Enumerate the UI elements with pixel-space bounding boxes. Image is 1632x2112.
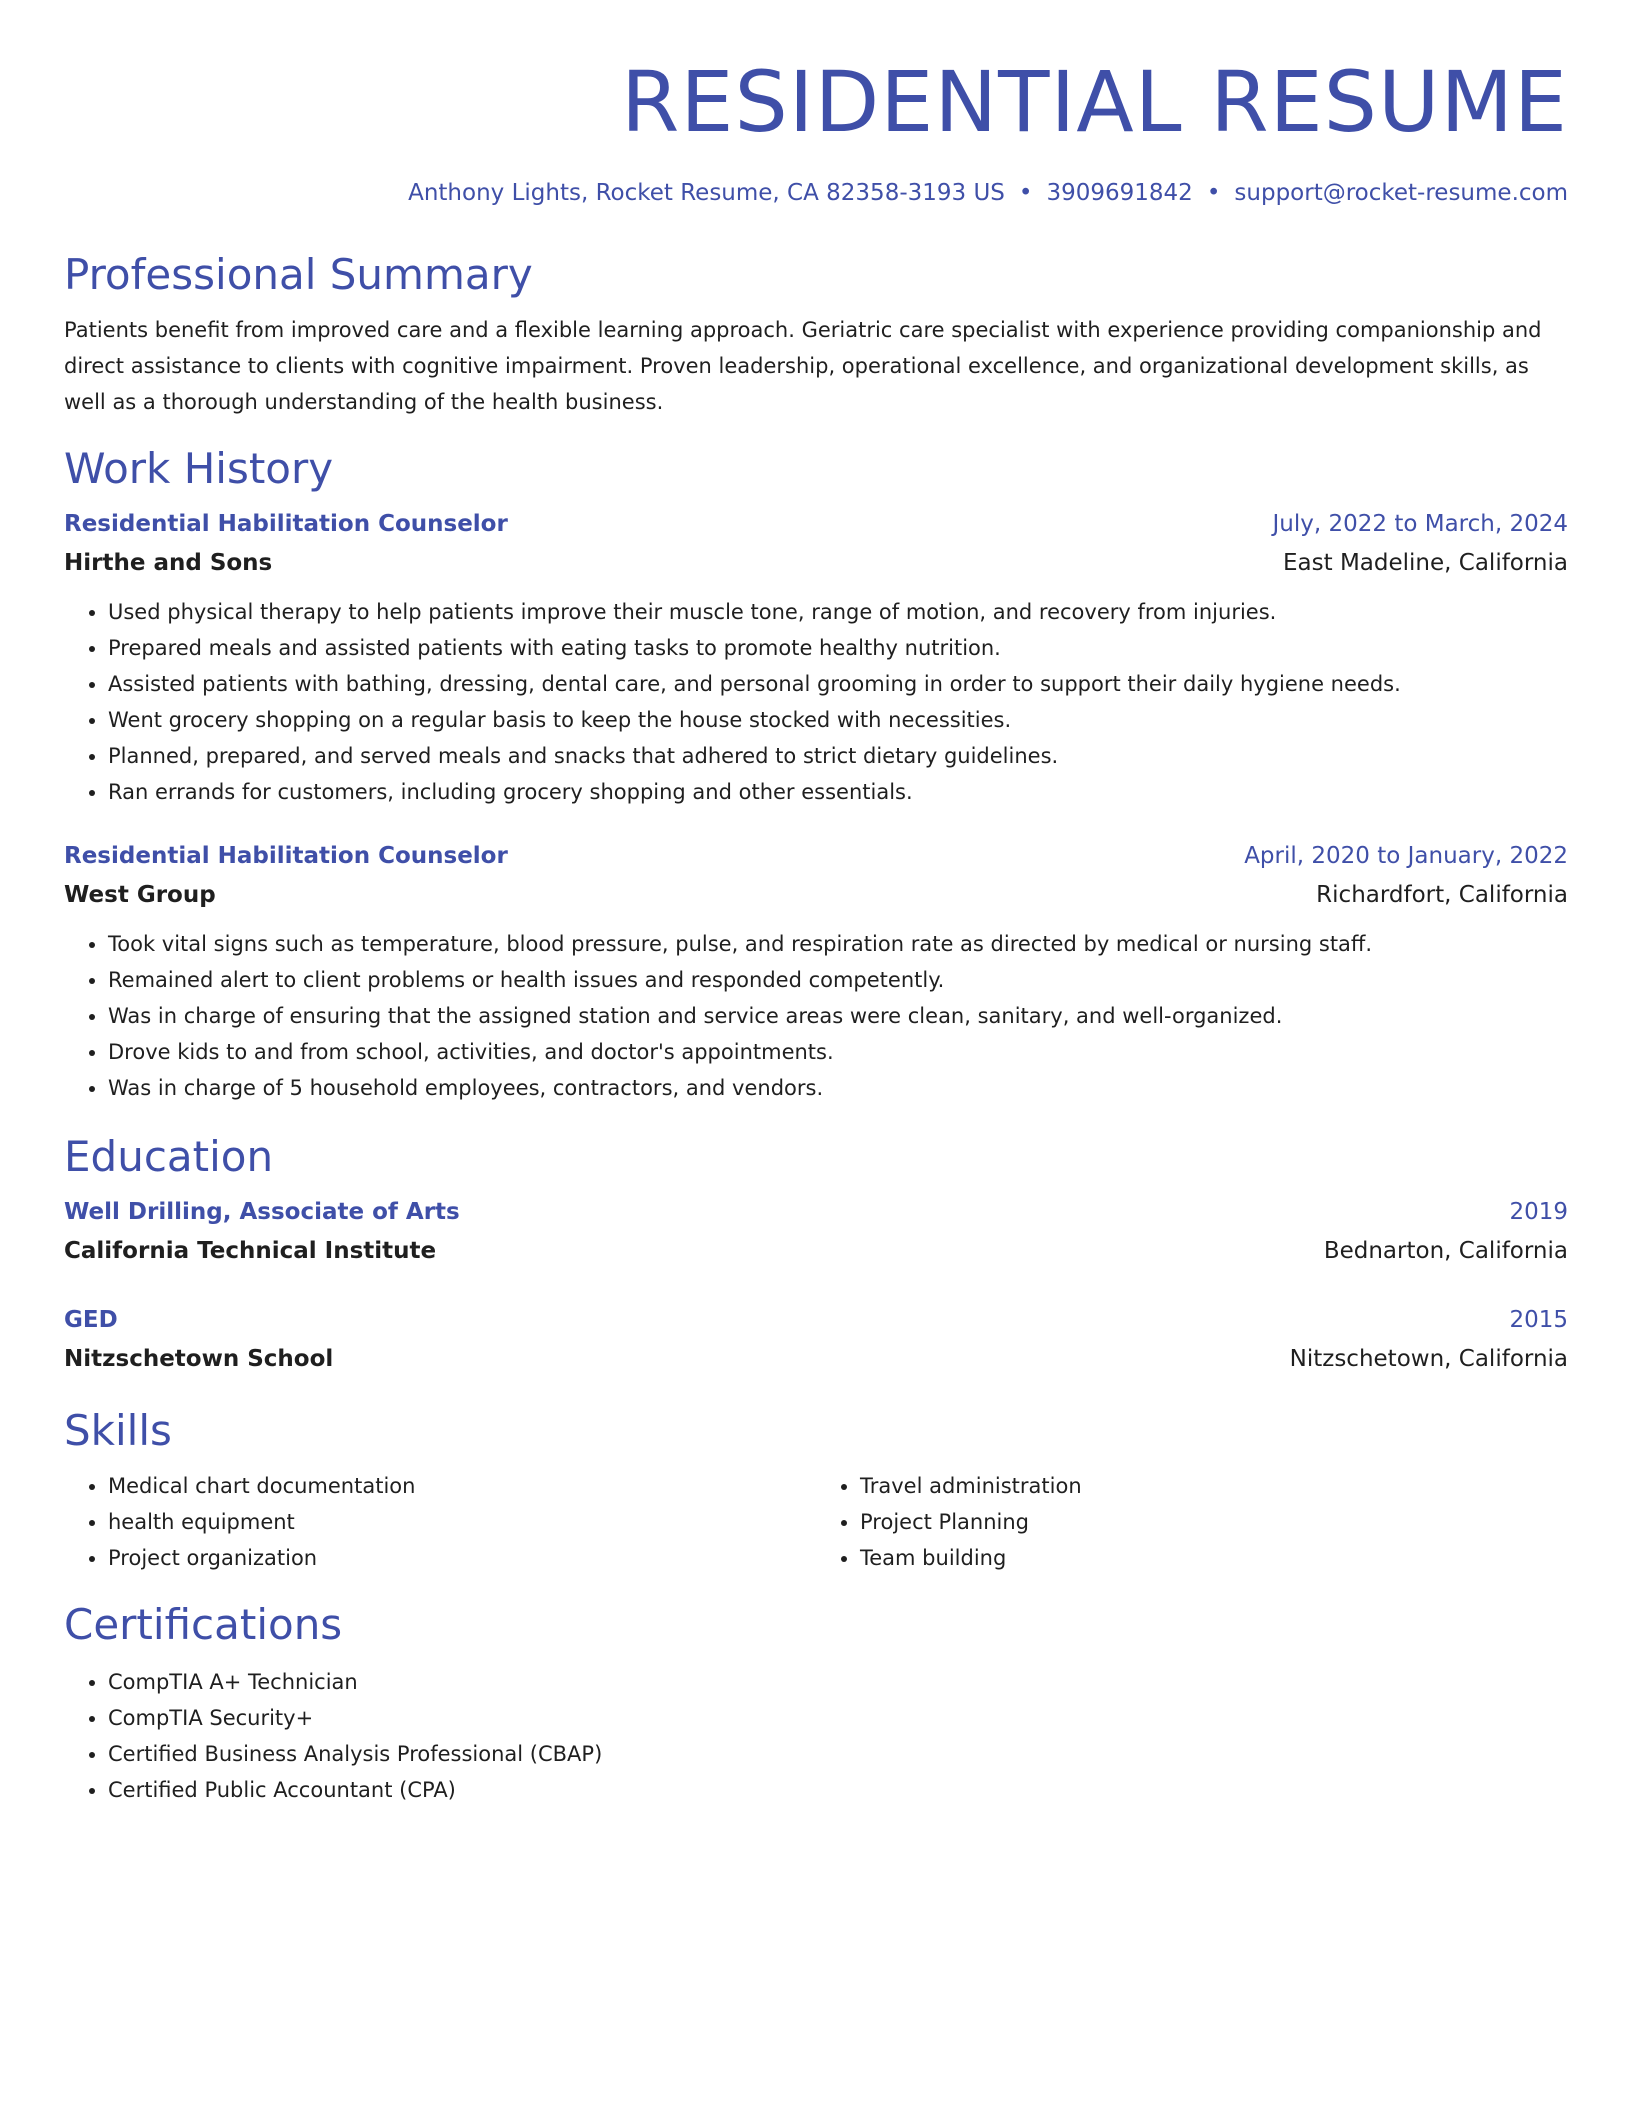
summary-heading: Professional Summary [64, 250, 533, 299]
job-bullet: • Was in charge of 5 household employees, contractors, and vendors. [108, 1070, 1568, 1106]
job-bullet: • Drove kids to and from school, activities, and doctor's appointments. [108, 1034, 1568, 1070]
education-heading: Education [64, 1132, 274, 1181]
education-school: California Technical Institute [64, 1238, 437, 1264]
education-year: 2019 [1509, 1199, 1568, 1225]
job-bullet: • Went grocery shopping on a regular basis to keep the house stocked with necessities. [108, 702, 1568, 738]
resume-header [64, 0, 1568, 208]
skill-item: • Project organization [108, 1540, 816, 1576]
resume-name: RESIDENTIAL RESUME [621, 53, 1568, 151]
job-role: Residential Habilitation Counselor [64, 511, 508, 537]
job-bullet: • Planned, prepared, and served meals and snacks that adhered to strict dietary guidelines. [108, 738, 1568, 774]
contact-phone: 3909691842 [1046, 180, 1193, 206]
job-entry [64, 836, 1568, 1106]
job-bullet: • Assisted patients with bathing, dressing, dental care, and personal grooming in order to support their daily hygiene needs. [108, 666, 1568, 702]
certification-item: • Certified Public Accountant (CPA) [108, 1772, 1568, 1808]
education-school: Nitzschetown School [64, 1346, 334, 1372]
job-role: Residential Habilitation Counselor [64, 843, 508, 869]
skills-grid [64, 1468, 1568, 1576]
job-bullets [64, 594, 1568, 810]
education-degree: GED [64, 1307, 118, 1333]
job-entry [64, 504, 1568, 810]
contact-email: support@rocket-resume.com [1234, 180, 1568, 206]
job-location: Richardfort, California [1316, 882, 1568, 908]
education-degree: Well Drilling, Associate of Arts [64, 1199, 460, 1225]
job-bullet: • Remained alert to client problems or health issues and responded competently. [108, 962, 1568, 998]
education-entry [64, 1192, 1568, 1270]
job-dates: July, 2022 to March, 2024 [1272, 511, 1568, 537]
job-bullet: • Was in charge of ensuring that the assigned station and service areas were clean, sanitary, and well-organized. [108, 998, 1568, 1034]
skill-item: • Project Planning [860, 1504, 1568, 1540]
skill-item: • health equipment [108, 1504, 816, 1540]
job-company: Hirthe and Sons [64, 550, 273, 576]
job-bullet: • Prepared meals and assisted patients with eating tasks to promote healthy nutrition. [108, 630, 1568, 666]
skills-list-left [64, 1468, 816, 1576]
certifications-list [64, 1664, 1568, 1808]
job-bullet: • Took vital signs such as temperature, blood pressure, pulse, and respiration rate as directed by medical or nursing staff. [108, 926, 1568, 962]
certification-item: • CompTIA A+ Technician [108, 1664, 1568, 1700]
skills-list-right [816, 1468, 1568, 1576]
certification-item: • Certified Business Analysis Professional (CBAP) [108, 1736, 1568, 1772]
certifications-heading: Certifications [64, 1600, 343, 1649]
job-dates: April, 2020 to January, 2022 [1244, 843, 1568, 869]
skill-item: • Travel administration [860, 1468, 1568, 1504]
job-bullet: • Ran errands for customers, including grocery shopping and other essentials. [108, 774, 1568, 810]
education-entry [64, 1300, 1568, 1378]
job-location: East Madeline, California [1283, 550, 1568, 576]
contact-separator: • [1206, 180, 1221, 206]
education-location: Bednarton, California [1323, 1238, 1568, 1264]
skills-heading: Skills [64, 1406, 172, 1455]
contact-line [64, 178, 1568, 208]
contact-separator: • [1018, 180, 1033, 206]
contact-address: Anthony Lights, Rocket Resume, CA 82358-3193 US [408, 180, 1005, 206]
certification-item: • CompTIA Security+ [108, 1700, 1568, 1736]
education-location: Nitzschetown, California [1289, 1346, 1568, 1372]
skill-item: • Team building [860, 1540, 1568, 1576]
job-bullet: • Used physical therapy to help patients improve their muscle tone, range of motion, and recovery from injuries. [108, 594, 1568, 630]
summary-text: Patients benefit from improved care and a flexible learning approach. Geriatric care specialist with experience providing companionship and direct assistance to clients with cognitive impairment. Proven leadership, operational excellence, and organizational development skills, as well as a thorough understanding of the health business. [64, 318, 1542, 414]
work-history-heading: Work History [64, 444, 334, 493]
skill-item: • Medical chart documentation [108, 1468, 816, 1504]
education-year: 2015 [1509, 1307, 1568, 1333]
job-bullets [64, 926, 1568, 1106]
job-company: West Group [64, 882, 216, 908]
